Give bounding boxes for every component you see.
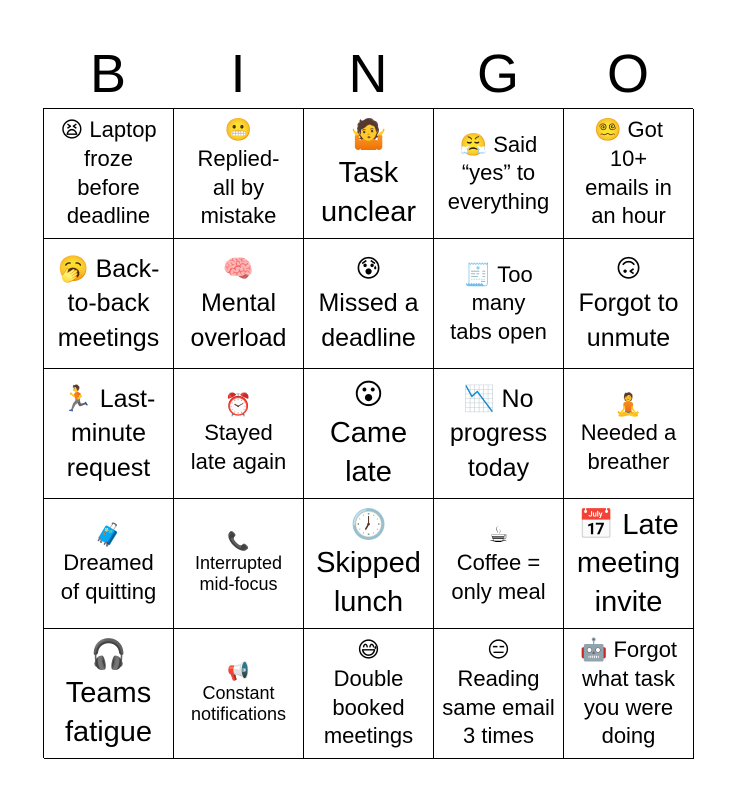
header-letter-i: I — [230, 44, 246, 104]
bingo-cell[interactable] — [174, 109, 304, 239]
bingo-cell[interactable] — [564, 629, 694, 759]
header-letter-o: O — [606, 44, 649, 104]
cell-label: 😅 Double booked meetings — [323, 637, 414, 749]
cell-label: 🧾 Too many tabs open — [450, 261, 547, 344]
bingo-cell[interactable] — [564, 109, 694, 239]
bingo-cell[interactable] — [44, 499, 174, 629]
cell-label: 📉 No progress today — [449, 384, 548, 482]
bingo-cell[interactable] — [304, 369, 434, 499]
cell-label: 😑 Reading same email 3 times — [442, 637, 555, 749]
bingo-cell[interactable] — [304, 629, 434, 759]
cell-label: 😮 Came late — [329, 379, 408, 488]
bingo-header — [43, 40, 693, 108]
cell-label: 😬 Replied- all by mistake — [197, 117, 280, 229]
bingo-board — [43, 108, 693, 758]
bingo-cell[interactable] — [174, 499, 304, 629]
bingo-cell[interactable] — [174, 369, 304, 499]
bingo-cell[interactable] — [44, 109, 174, 239]
bingo-cell[interactable] — [44, 239, 174, 369]
bingo-cell[interactable] — [434, 629, 564, 759]
cell-label: 🧘 Needed a breather — [580, 391, 677, 474]
cell-label: ⏰ Stayed late again — [190, 391, 287, 474]
cell-label: 📢 Constant notifications — [190, 661, 287, 725]
bingo-cell[interactable] — [564, 499, 694, 629]
cell-label: 😤 Said “yes” to everything — [447, 131, 550, 214]
cell-label: 😫 Laptop froze before deadline — [60, 117, 157, 229]
cell-label: 🧳 Dreamed of quitting — [60, 521, 157, 604]
cell-label: 🙃 Forgot to unmute — [578, 254, 679, 352]
bingo-cell[interactable] — [304, 109, 434, 239]
header-letter-g: G — [476, 44, 519, 104]
cell-label: 📅 Late meeting invite — [576, 509, 681, 618]
header-letter-n: N — [348, 44, 388, 104]
cell-label: 🏃 Last- minute request — [61, 384, 156, 482]
bingo-cell[interactable] — [564, 239, 694, 369]
bingo-cell[interactable] — [44, 629, 174, 759]
cell-label: 🎧 Teams fatigue — [64, 639, 153, 748]
cell-label: 🥱 Back- to-back meetings — [57, 254, 160, 352]
cell-label: ☕ Coffee = only meal — [451, 521, 546, 604]
bingo-cell[interactable] — [434, 239, 564, 369]
bingo-cell[interactable] — [434, 109, 564, 239]
bingo-cell[interactable] — [304, 499, 434, 629]
bingo-cell[interactable] — [174, 629, 304, 759]
bingo-cell[interactable] — [434, 499, 564, 629]
bingo-cell[interactable] — [304, 239, 434, 369]
bingo-cell[interactable] — [44, 369, 174, 499]
cell-label: 🤷 Task unclear — [320, 119, 417, 228]
bingo-cell[interactable] — [434, 369, 564, 499]
bingo-cell[interactable] — [564, 369, 694, 499]
cell-label: 🕖 Skipped lunch — [316, 509, 421, 618]
cell-label: 😵‍💫 Got 10+ emails in an hour — [585, 117, 672, 229]
cell-label: 📞 Interrupted mid-focus — [194, 531, 283, 595]
cell-label: 🤖 Forgot what task you were doing — [579, 637, 678, 749]
cell-label: 😰 Missed a deadline — [318, 254, 419, 352]
cell-label: 🧠 Mental overload — [190, 254, 287, 352]
header-letter-b: B — [89, 44, 127, 104]
bingo-cell[interactable] — [174, 239, 304, 369]
